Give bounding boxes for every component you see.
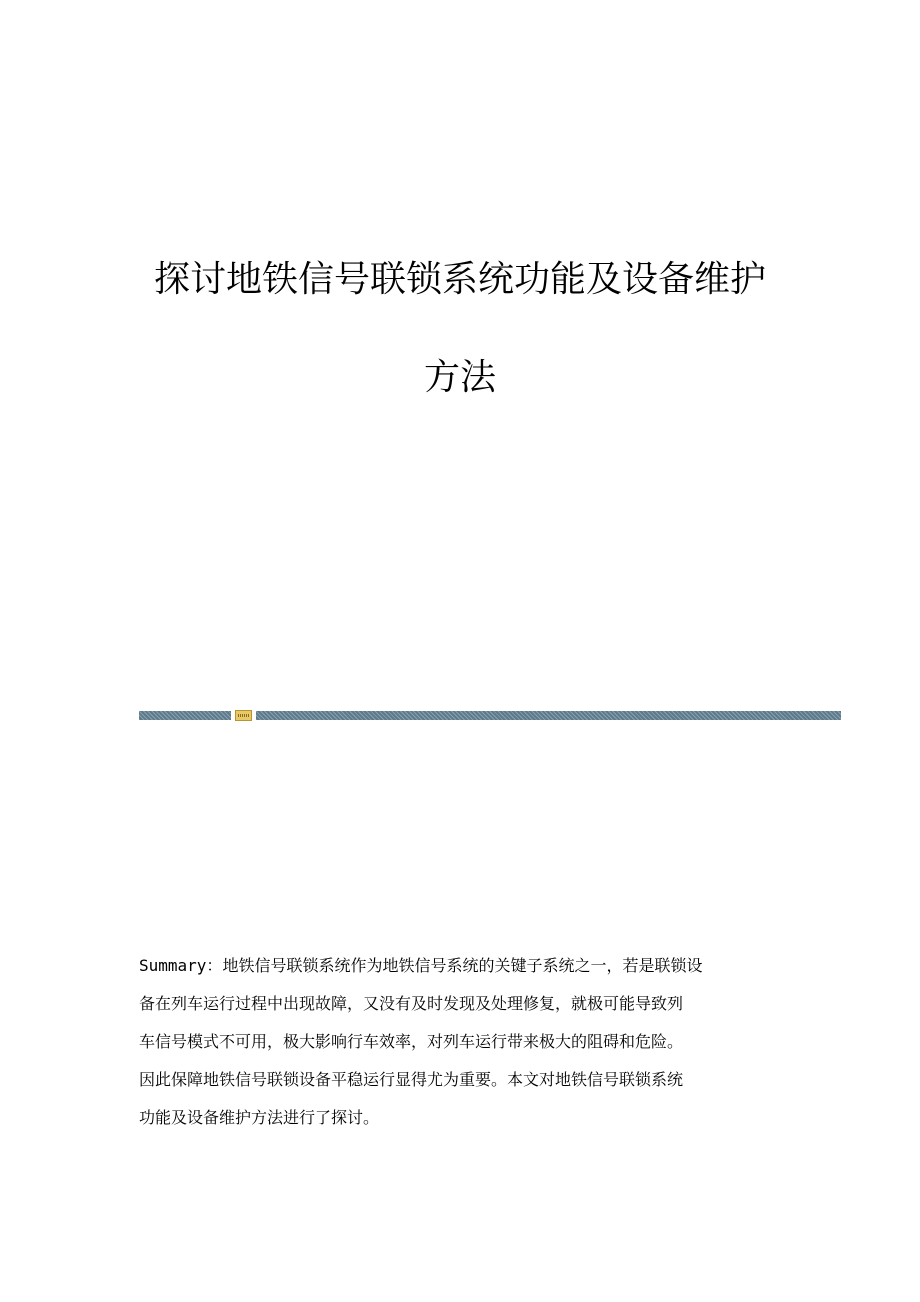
title-line-1: 探讨地铁信号联锁系统功能及设备维护 [153, 259, 766, 300]
divider-bar-left [139, 711, 231, 720]
title-line-2: 方法 [423, 357, 496, 398]
divider-ornament-icon [235, 710, 252, 721]
section-divider [139, 711, 841, 720]
summary-line-3: 车信号模式不可用，极大影响行车效率，对列车运行带来极大的阻碍和危险。 [139, 1032, 684, 1051]
summary-line-2: 备在列车运行过程中出现故障，又没有及时发现及处理修复，就极可能导致列 [139, 994, 684, 1013]
summary-line-1 [139, 947, 801, 985]
summary-paragraph [139, 947, 801, 1137]
document-title [0, 258, 920, 400]
summary-text-1: 地铁信号联锁系统作为地铁信号系统的关键子系统之一，若是联锁设 [222, 956, 703, 975]
summary-label: Summary： [139, 956, 223, 975]
summary-line-4: 因此保障地铁信号联锁设备平稳运行显得尤为重要。本文对地铁信号联锁系统 [139, 1070, 684, 1089]
summary-line-5: 功能及设备维护方法进行了探讨。 [139, 1108, 380, 1127]
divider-bar-right [256, 711, 841, 720]
